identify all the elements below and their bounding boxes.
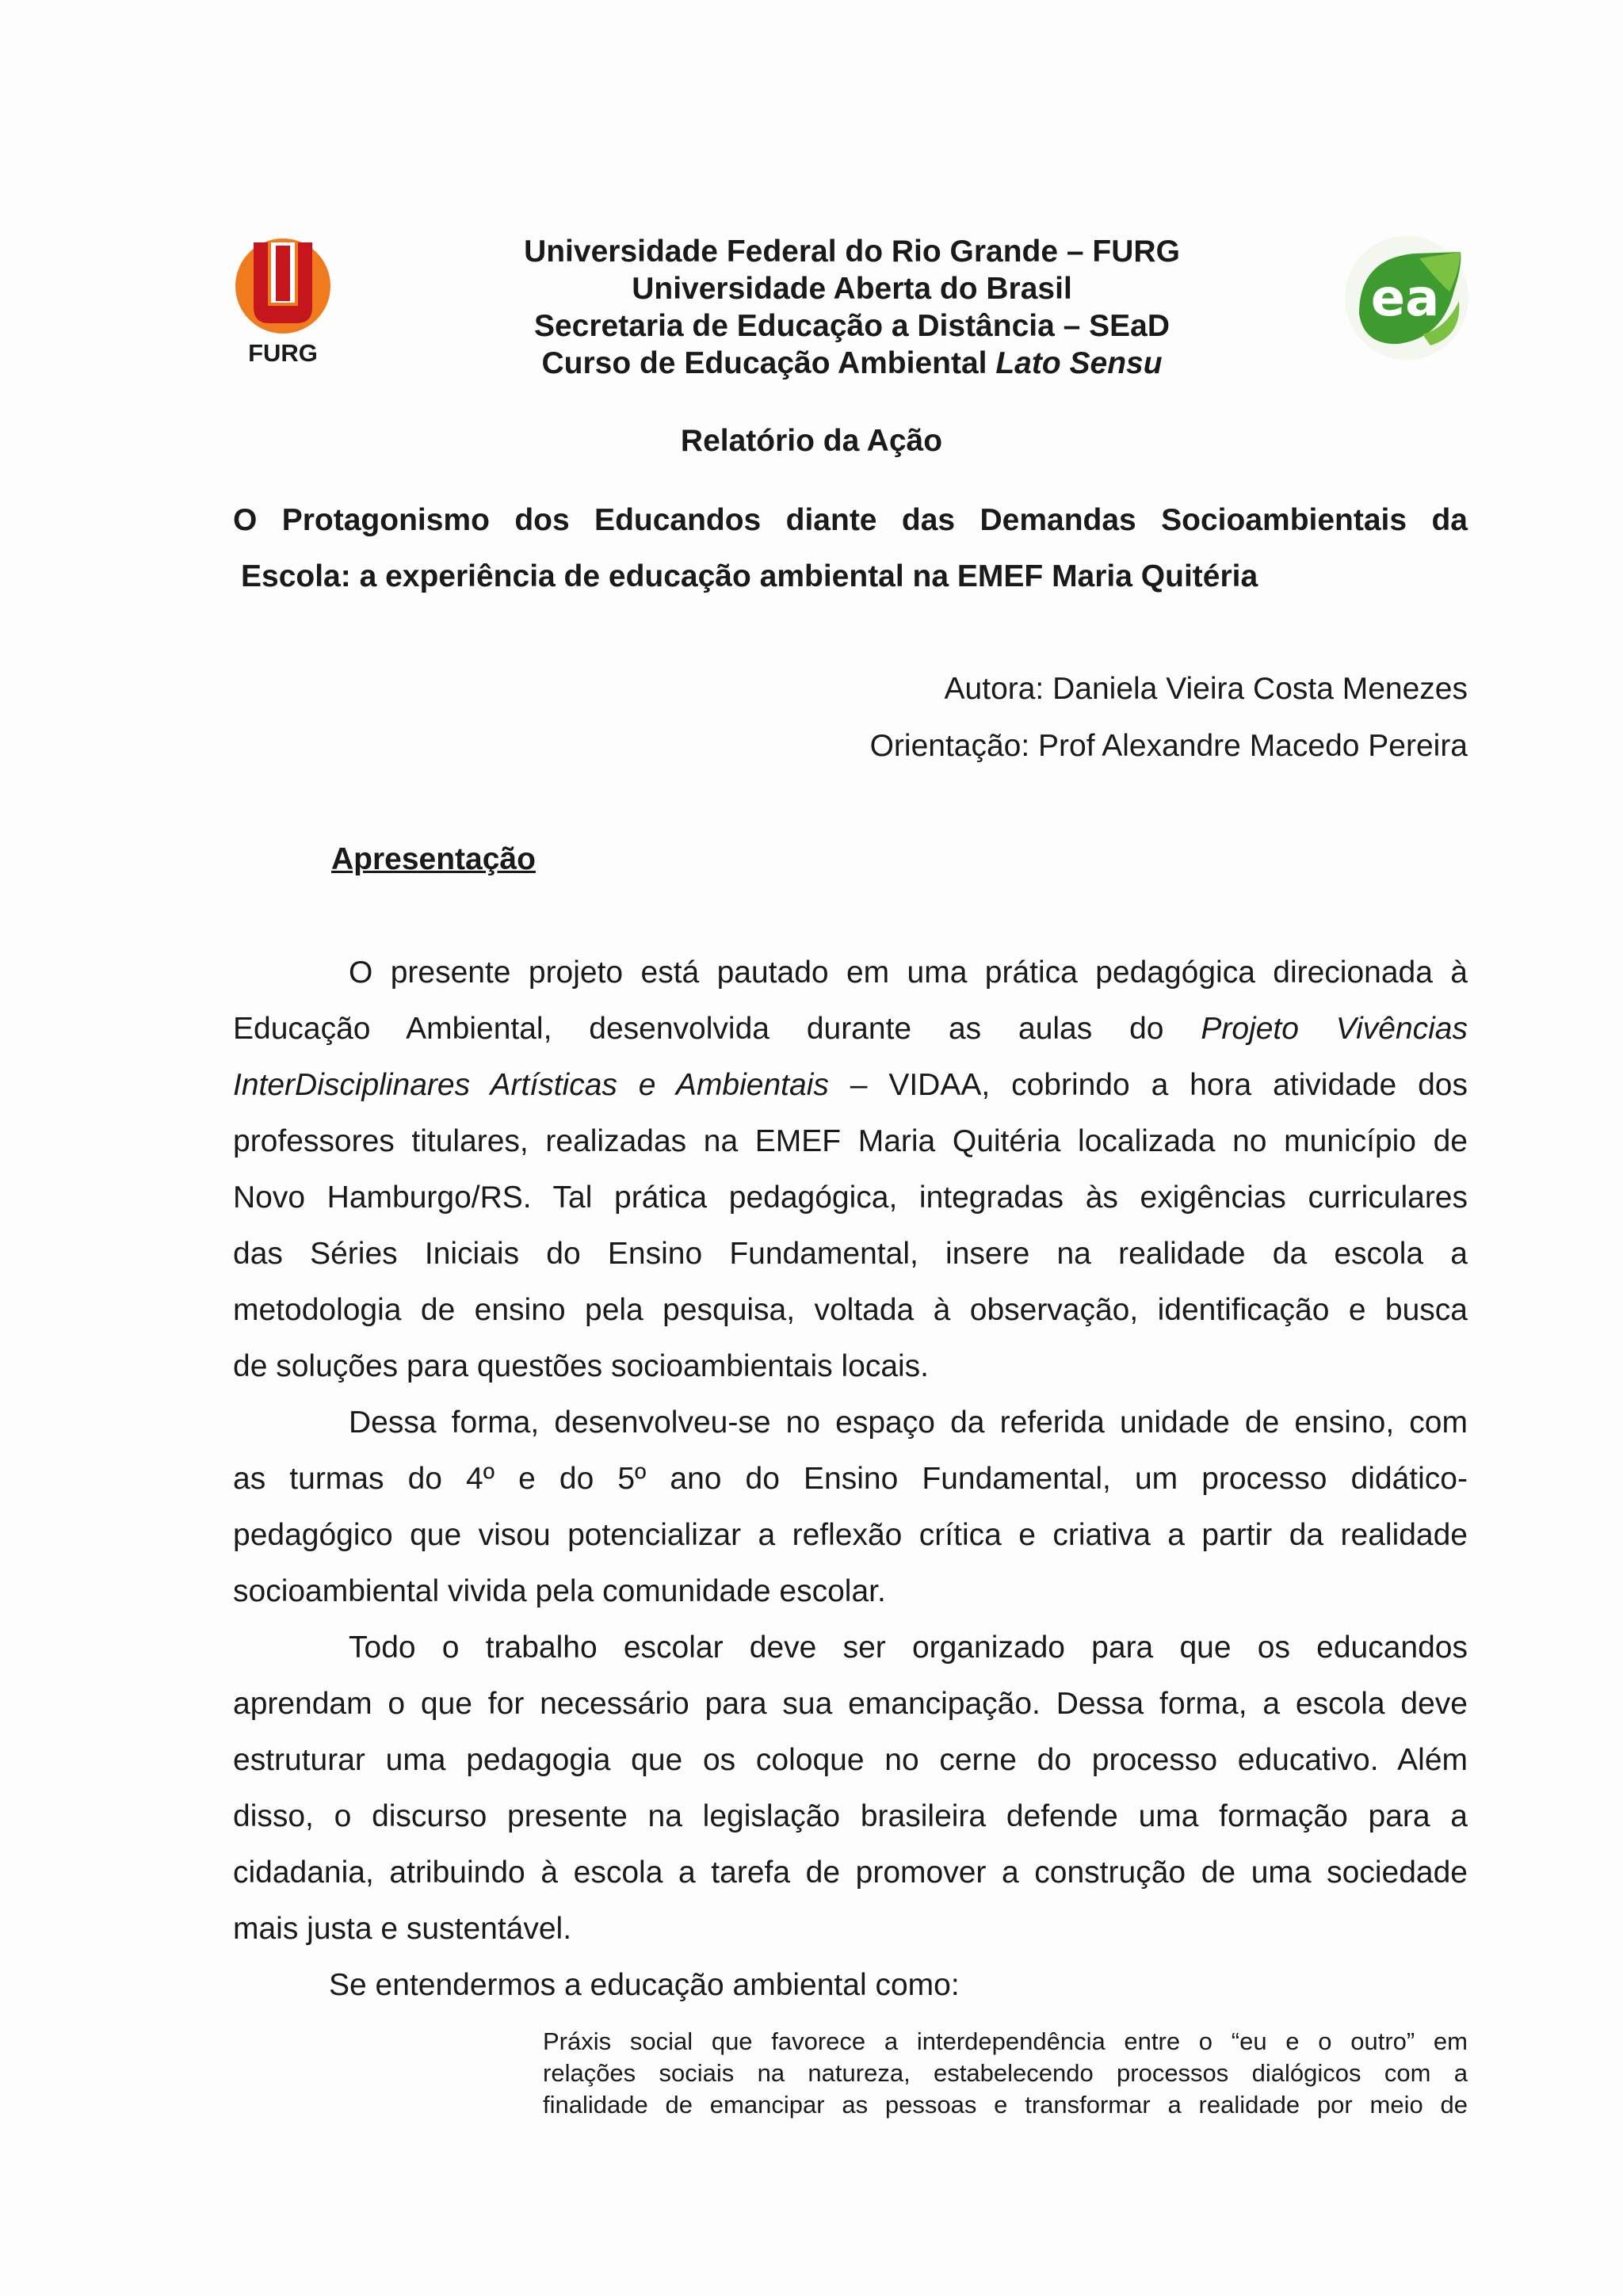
ea-logo-text: ea bbox=[1370, 269, 1440, 328]
header-uab: Universidade Aberta do Brasil bbox=[632, 272, 1072, 306]
p1-line-1: O presente projeto está pautado em uma prática pedagógica direcionada à bbox=[349, 955, 1468, 990]
p1-line-7: metodologia de ensino pela pesquisa, voltada à observação, identificação e busca bbox=[233, 1293, 1468, 1327]
quote-line-1: Práxis social que favorece a interdependência entre o “eu e o outro” em bbox=[543, 2027, 1468, 2055]
p2-line-2: as turmas do 4º e do 5º ano do Ensino Fundamental, um processo didático- bbox=[233, 1462, 1468, 1496]
report-label: Relatório da Ação bbox=[680, 424, 943, 458]
p1-line-6: das Séries Iniciais do Ensino Fundamental, insere na realidade da escola a bbox=[233, 1237, 1468, 1271]
p1-line-4: professores titulares, realizadas na EMEF Maria Quitéria localizada no município de bbox=[233, 1124, 1468, 1158]
furg-logo-caption: FURG bbox=[248, 339, 318, 367]
quote-line-3: finalidade de emancipar as pessoas e transformar a realidade por meio de bbox=[543, 2091, 1468, 2119]
p2-line-1: Dessa forma, desenvolveu-se no espaço da referida unidade de ensino, com bbox=[349, 1405, 1468, 1440]
quote-line-2: relações sociais na natureza, estabelecendo processos dialógicos com a bbox=[543, 2059, 1468, 2087]
header-university: Universidade Federal do Rio Grande – FURG bbox=[524, 235, 1180, 269]
p1-line-2: Educação Ambiental, desenvolvida durante as aulas do Projeto Vivências bbox=[233, 1012, 1468, 1046]
p1-line-8: de soluções para questões socioambientais locais. bbox=[233, 1349, 930, 1383]
furg-logo bbox=[231, 235, 334, 369]
header-sead: Secretaria de Educação a Distância – SEaD bbox=[533, 309, 1170, 343]
header-course: Curso de Educação Ambiental Lato Sensu bbox=[541, 346, 1163, 380]
ea-logo bbox=[1343, 235, 1470, 361]
p3-line-4: disso, o discurso presente na legislação brasileira defende uma formação para a bbox=[233, 1799, 1468, 1833]
p3-line-3: estruturar uma pedagogia que os coloque no cerne do processo educativo. Além bbox=[233, 1743, 1468, 1777]
p1-line-3: InterDisciplinares Artísticas e Ambientais – VIDAA, cobrindo a hora atividade dos bbox=[233, 1068, 1468, 1102]
section-heading: Apresentação bbox=[331, 842, 536, 876]
title-line-2: Escola: a experiência de educação ambiental na EMEF Maria Quitéria bbox=[241, 559, 1258, 593]
advisor: Orientação: Prof Alexandre Macedo Pereira bbox=[869, 729, 1468, 763]
p1-line-5: Novo Hamburgo/RS. Tal prática pedagógica, integradas às exigências curriculares bbox=[233, 1180, 1468, 1215]
furg-logo-icon bbox=[231, 235, 334, 338]
p2-line-3: pedagógico que visou potencializar a reflexão crítica e criativa a partir da realidade bbox=[233, 1518, 1468, 1552]
author: Autora: Daniela Vieira Costa Menezes bbox=[944, 672, 1468, 706]
p3-line-5: cidadania, atribuindo à escola a tarefa de promover a construção de uma sociedade bbox=[233, 1855, 1468, 1890]
p3-line-2: aprendam o que for necessário para sua emancipação. Dessa forma, a escola deve bbox=[233, 1687, 1468, 1721]
ea-logo-icon bbox=[1343, 235, 1470, 361]
header-course-italic: Lato Sensu bbox=[995, 346, 1163, 380]
p3-line-6: mais justa e sustentável. bbox=[233, 1912, 572, 1946]
p4-line: Se entendermos a educação ambiental como: bbox=[329, 1968, 960, 2002]
p3-line-1: Todo o trabalho escolar deve ser organizado para que os educandos bbox=[349, 1630, 1468, 1665]
p2-line-4: socioambiental vivida pela comunidade escolar. bbox=[233, 1574, 886, 1608]
title-line-1: O Protagonismo dos Educandos diante das Demandas Socioambientais da bbox=[233, 503, 1468, 537]
